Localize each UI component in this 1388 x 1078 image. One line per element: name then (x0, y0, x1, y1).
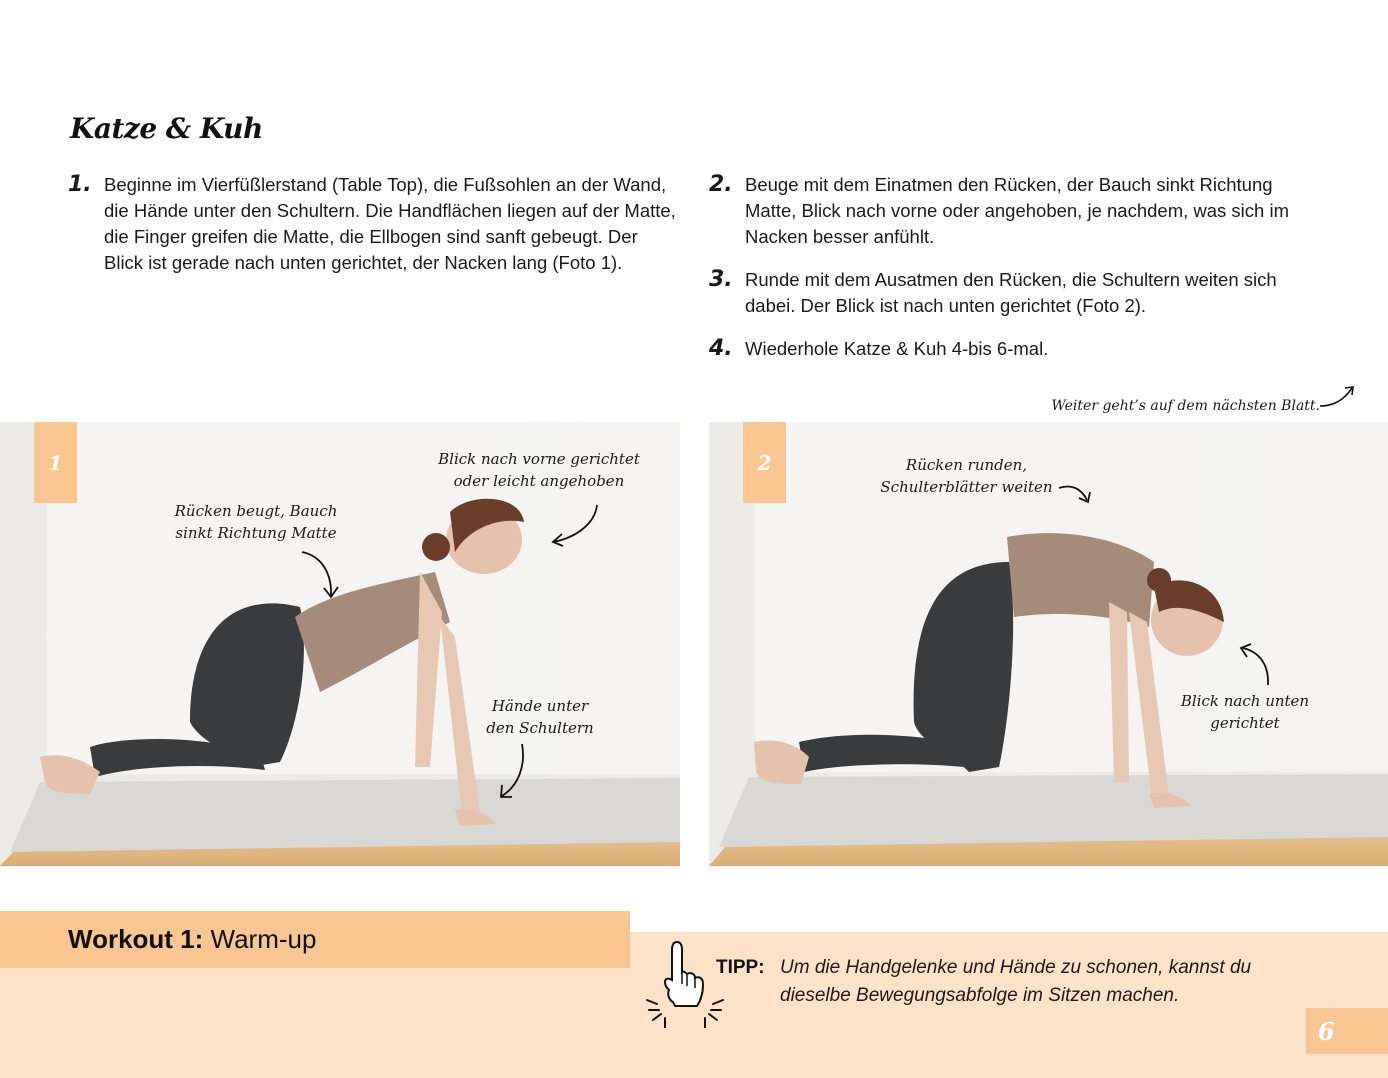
page-number: 6 (1318, 1016, 1335, 1046)
photo-badge: 2 (743, 422, 786, 503)
curved-arrow-icon (1237, 642, 1277, 687)
step-1 (68, 172, 678, 276)
step-number: 4. (709, 336, 733, 361)
photo-1 (0, 422, 680, 866)
step-number: 2. (709, 172, 733, 197)
step-3 (709, 267, 1329, 319)
page-number-badge (1306, 1008, 1388, 1054)
step-text: Wiederhole Katze & Kuh 4-bis 6-mal. (745, 338, 1049, 359)
curved-arrow-icon (1057, 480, 1093, 508)
step-number: 3. (709, 267, 733, 292)
curved-arrow-icon (298, 550, 343, 602)
step-text: Beginne im Vierfüßlerstand (Table Top), die Fußsohlen an der Wand, die Hände unter den Schultern. Die Handflächen liegen auf der Matte, die Finger greifen die Matte, die Ellbogen sind sanft gebeugt. Der Blick ist gerade nach unten gerichtet, der Nacken lang (Foto 1). (104, 174, 676, 273)
workout-label-bar (0, 911, 630, 968)
annotation-hands: Hände unter den Schultern (486, 697, 594, 737)
next-page-note: Weiter geht’s auf dem nächsten Blatt. (1051, 398, 1320, 414)
step-4 (709, 336, 1329, 362)
photo-badge: 1 (34, 422, 77, 503)
tip-text: Um die Handgelenke und Hände zu schonen, kannst du dieselbe Bewegungsabfolge im Sitzen machen. (780, 957, 1252, 1006)
annotation-gaze-forward: Blick nach vorne gerichtet oder leicht angehoben (438, 450, 640, 490)
annotation-back-bends: Rücken beugt, Bauch sinkt Richtung Matte (174, 502, 338, 542)
annotation-round-back: Rücken runden, Schulterblätter weiten (880, 456, 1053, 496)
curved-arrow-icon (1318, 382, 1358, 410)
pointing-finger-icon (643, 938, 727, 1028)
step-text: Beuge mit dem Einatmen den Rücken, der Bauch sinkt Richtung Matte, Blick nach vorne oder angehoben, je nachdem, was sich im Nacken besser anfühlt. (745, 174, 1289, 247)
step-number: 1. (68, 172, 92, 197)
tip-label: TIPP: (716, 957, 765, 978)
curved-arrow-icon (545, 502, 605, 547)
photo-2 (709, 422, 1388, 866)
curved-arrow-icon (494, 742, 534, 800)
step-text: Runde mit dem Ausatmen den Rücken, die Schultern weiten sich dabei. Der Blick ist nach unten gerichtet (Foto 2). (745, 269, 1277, 316)
annotation-gaze-down: Blick nach unten gerichtet (1180, 692, 1310, 732)
step-2 (709, 172, 1329, 250)
workout-label: Workout 1: Warm-up (68, 924, 317, 954)
page-title: Katze & Kuh (70, 112, 263, 145)
